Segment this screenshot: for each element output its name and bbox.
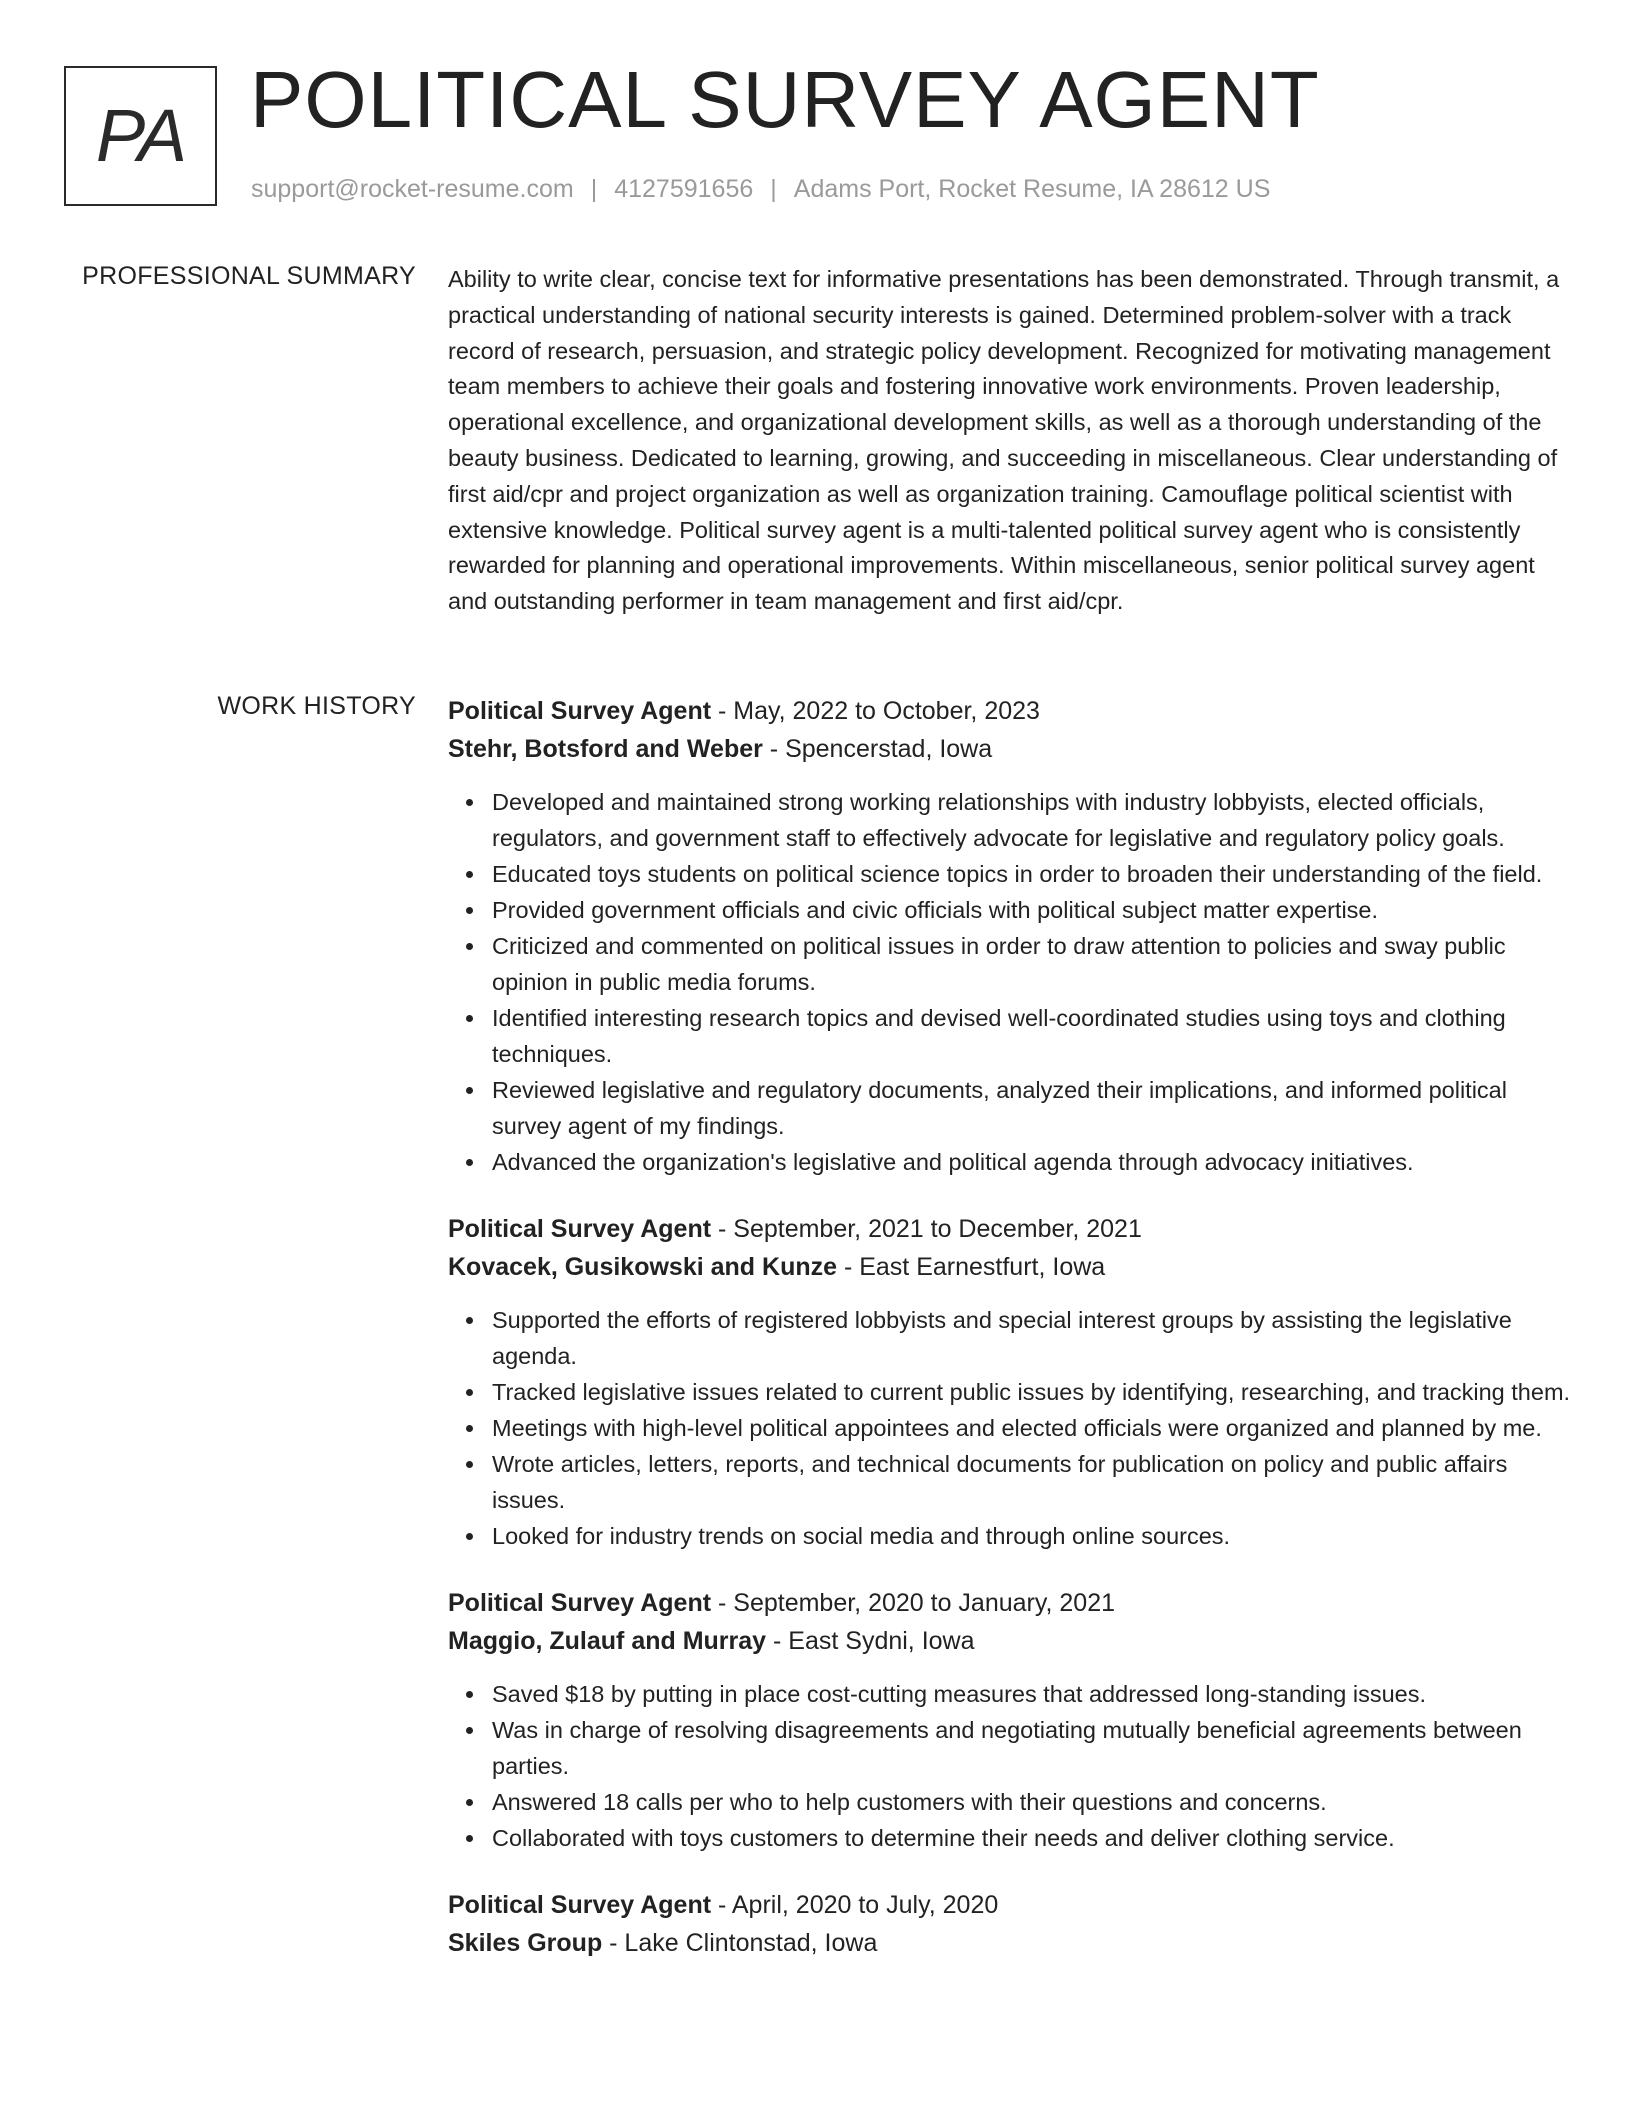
job-company: Skiles Group [448,1929,603,1957]
job-title: Political Survey Agent [448,1891,712,1919]
job-bullet-list [448,1302,1572,1554]
monogram-initials: PA [95,94,186,177]
job-title-line [448,1584,1572,1622]
job-bullet: Collaborated with toys customers to determine their needs and deliver clothing service. [492,1820,1572,1856]
job-bullet: Identified interesting research topics and devised well-coordinated studies using toys and clothing techniques. [492,1000,1572,1072]
job-dates: - September, 2021 to December, 2021 [711,1215,1142,1243]
job-bullet: Developed and maintained strong working relationships with industry lobbyists, elected officials, regulators, and government staff to effectively advocate for legislative and regulatory policy goals. [492,784,1572,856]
job-dates: - May, 2022 to October, 2023 [711,697,1040,725]
job-company-line [448,1622,1572,1660]
contact-address: Adams Port, Rocket Resume, IA 28612 US [793,175,1271,203]
job-bullet: Looked for industry trends on social media and through online sources. [492,1518,1572,1554]
job-location: - Spencerstad, Iowa [762,735,993,763]
job-bullet: Educated toys students on political science topics in order to broaden their understanding of the field. [492,856,1572,892]
section-label-summary: PROFESSIONAL SUMMARY [82,262,416,290]
job-entry [448,1210,1572,1554]
job-bullet-list [448,1676,1572,1856]
job-company-line [448,1924,1572,1962]
job-dates: - September, 2020 to January, 2021 [711,1589,1116,1617]
job-company: Kovacek, Gusikowski and Kunze [448,1253,838,1281]
job-bullet: Wrote articles, letters, reports, and technical documents for publication on policy and public affairs issues. [492,1446,1572,1518]
job-company-line [448,1248,1572,1286]
job-location: - Lake Clintonstad, Iowa [602,1929,878,1957]
job-bullet: Saved $18 by putting in place cost-cutting measures that addressed long-standing issues. [492,1676,1572,1712]
summary-body [448,262,1572,620]
job-location: - East Earnestfurt, Iowa [837,1253,1106,1281]
job-title-line [448,692,1572,730]
summary-text: Ability to write clear, concise text for informative presentations has been demonstrated. Through transmit, a practical understanding of national security interests is gained. Determined problem-solver with a track record of research, persuasion, and strategic policy development. Recognized for motivating management team members to achieve their goals and fostering innovative work environments. Proven leadership, operational excellence, and organizational development skills, as well as a thorough understanding of the beauty business. Dedicated to learning, growing, and succeeding in miscellaneous. Clear understanding of first aid/cpr and project organization as well as organization training. Camouflage political scientist with extensive knowledge. Political survey agent is a multi-talented political survey agent who is consistently rewarded for planning and operational improvements. Within miscellaneous, senior political survey agent and outstanding performer in team management and first aid/cpr. [448,266,1560,615]
job-bullet: Meetings with high-level political appointees and elected officials were organized and planned by me. [492,1410,1572,1446]
contact-email: support@rocket-resume.com [251,175,574,203]
job-company-line [448,730,1572,768]
job-title: Political Survey Agent [448,1589,712,1617]
job-bullet: Answered 18 calls per who to help customers with their questions and concerns. [492,1784,1572,1820]
job-bullet: Tracked legislative issues related to current public issues by identifying, researching, and tracking them. [492,1374,1572,1410]
job-entry [448,692,1572,1180]
job-bullet-list [448,784,1572,1180]
job-bullet: Was in charge of resolving disagreements and negotiating mutually beneficial agreements between parties. [492,1712,1572,1784]
resume-name: POLITICAL SURVEY AGENT [250,55,1320,144]
contact-phone: 4127591656 [614,175,754,203]
contact-line [251,175,1270,204]
monogram-badge [64,66,217,206]
job-company: Maggio, Zulauf and Murray [448,1627,767,1655]
job-title-line [448,1210,1572,1248]
job-bullet: Criticized and commented on political issues in order to draw attention to policies and sway public opinion in public media forums. [492,928,1572,1000]
job-title-line [448,1886,1572,1924]
contact-separator: | [770,175,777,203]
job-entry [448,1886,1572,1962]
job-bullet: Provided government officials and civic officials with political subject matter expertise. [492,892,1572,928]
job-dates: - April, 2020 to July, 2020 [711,1891,999,1919]
job-bullet: Reviewed legislative and regulatory documents, analyzed their implications, and informed political survey agent of my findings. [492,1072,1572,1144]
section-label-work: WORK HISTORY [217,692,416,720]
job-title: Political Survey Agent [448,697,712,725]
job-bullet: Supported the efforts of registered lobbyists and special interest groups by assisting the legislative agenda. [492,1302,1572,1374]
job-bullet: Advanced the organization's legislative and political agenda through advocacy initiatives. [492,1144,1572,1180]
job-title: Political Survey Agent [448,1215,712,1243]
job-entry [448,1584,1572,1856]
work-history-body [448,692,1572,1992]
contact-separator: | [590,175,598,203]
job-location: - East Sydni, Iowa [766,1627,975,1655]
job-company: Stehr, Botsford and Weber [448,735,763,763]
